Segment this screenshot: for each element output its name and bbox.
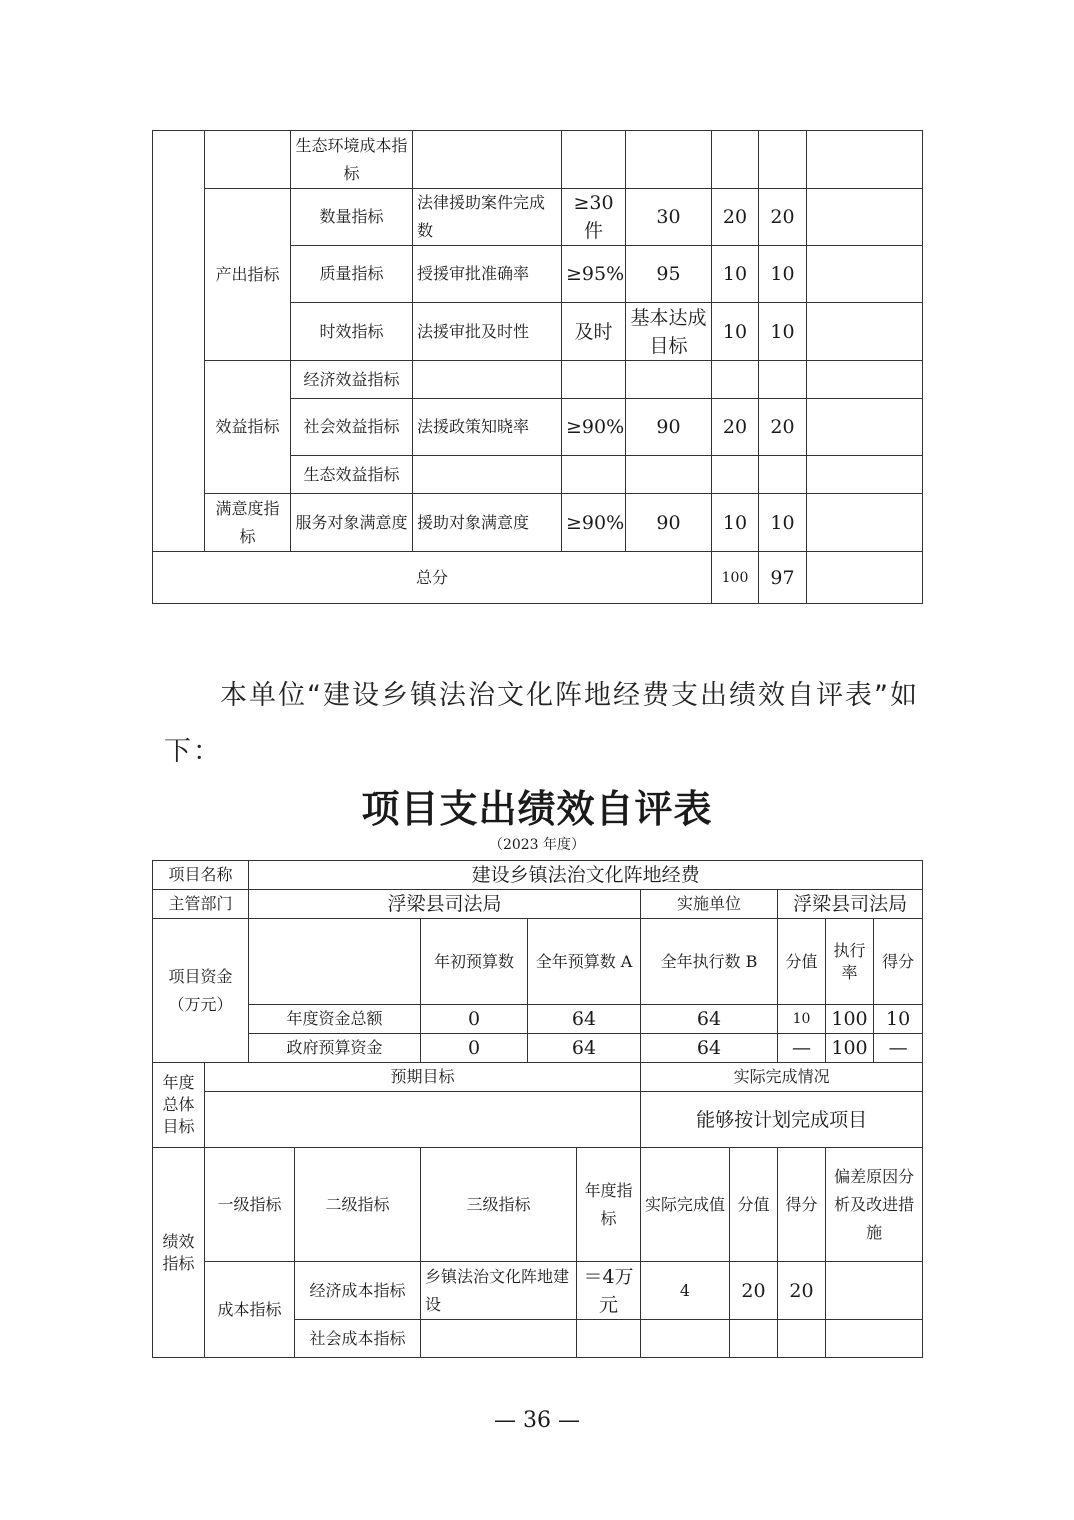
score: 10 [759, 303, 807, 361]
header-value: 分值 [730, 1148, 778, 1262]
indicator-l2: 社会效益指标 [291, 399, 413, 456]
score: 10 [874, 1005, 923, 1034]
performance-indicator-label: 绩效指标 [153, 1148, 205, 1358]
score-value: 20 [712, 189, 759, 246]
impl-value: 浮梁县司法局 [778, 890, 923, 919]
score-value: 10 [712, 494, 759, 552]
row-gov-label: 政府预算资金 [249, 1034, 421, 1063]
dept-label: 主管部门 [153, 890, 249, 919]
indicator-l2: 经济效益指标 [291, 361, 413, 399]
satisfaction-indicator: 满意度指标 [205, 494, 291, 552]
total-label: 总分 [153, 552, 712, 604]
target-value: ≥30件 [562, 189, 626, 246]
year-target: ＝4万元 [577, 1262, 641, 1320]
indicator-l3: 乡镇法治文化阵地建设 [421, 1262, 577, 1320]
value: 20 [730, 1262, 778, 1320]
full-year-budget: 64 [528, 1005, 641, 1034]
indicator-l2: 质量指标 [291, 246, 413, 303]
target-value: 及时 [562, 303, 626, 361]
indicator-l3: 法援审批及时性 [413, 303, 562, 361]
score-value: 20 [712, 399, 759, 456]
indicator-l2: 数量指标 [291, 189, 413, 246]
annual-goal-label: 年度总体目标 [153, 1063, 205, 1148]
indicator-l2: 生态效益指标 [291, 456, 413, 494]
page-number: — 36 — [494, 1408, 580, 1433]
actual-value: 90 [626, 399, 712, 456]
actual-completion-value: 能够按计划完成项目 [641, 1092, 923, 1148]
header-full-year-budget: 全年预算数 A [528, 919, 641, 1005]
header-year-target: 年度指标 [577, 1148, 641, 1262]
actual-value: 90 [626, 494, 712, 552]
initial-budget: 0 [421, 1034, 528, 1063]
target-value: ≥90% [562, 494, 626, 552]
row-total-label: 年度资金总额 [249, 1005, 421, 1034]
output-indicator: 产出指标 [205, 189, 291, 361]
indicator-l3: 授援审批准确率 [413, 246, 562, 303]
exec-rate: 100 [826, 1034, 874, 1063]
header-score: 得分 [874, 919, 923, 1005]
header-level2: 二级指标 [295, 1148, 421, 1262]
score: 20 [759, 399, 807, 456]
actual-value: 基本达成目标 [626, 303, 712, 361]
indicator-table-continued [152, 130, 923, 604]
blank-cell [205, 131, 291, 189]
actual-value: 4 [641, 1262, 730, 1320]
impl-label: 实施单位 [641, 890, 778, 919]
got: 20 [778, 1262, 826, 1320]
initial-budget: 0 [421, 1005, 528, 1034]
form-year: （2023 年度） [488, 837, 586, 853]
total-max: 100 [712, 552, 759, 604]
expected-goal-label: 预期目标 [205, 1063, 641, 1092]
actual-completion-label: 实际完成情况 [641, 1063, 923, 1092]
blank-first-column [153, 131, 205, 552]
funds-label: 项目资金（万元） [153, 919, 249, 1063]
score-value: — [778, 1034, 826, 1063]
total-score: 97 [759, 552, 807, 604]
project-name: 建设乡镇法治文化阵地经费 [249, 861, 923, 890]
expected-goal-value [205, 1092, 641, 1148]
score-value: 10 [778, 1005, 826, 1034]
indicator-l2: 生态环境成本指标 [291, 131, 413, 189]
executed: 64 [641, 1034, 778, 1063]
executed: 64 [641, 1005, 778, 1034]
dept-value: 浮梁县司法局 [249, 890, 641, 919]
header-level3: 三级指标 [421, 1148, 577, 1262]
score: — [874, 1034, 923, 1063]
actual-value: 95 [626, 246, 712, 303]
cost-indicator: 成本指标 [205, 1262, 295, 1358]
intro-paragraph: 本单位“建设乡镇法治文化阵地经费支出绩效自评表”如下： [164, 680, 919, 767]
target-value: ≥90% [562, 399, 626, 456]
self-evaluation-table [152, 860, 923, 1358]
full-year-budget: 64 [528, 1034, 641, 1063]
header-initial-budget: 年初预算数 [421, 919, 528, 1005]
indicator-l2: 经济成本指标 [295, 1262, 421, 1320]
header-level1: 一级指标 [205, 1148, 295, 1262]
benefit-indicator: 效益指标 [205, 361, 291, 494]
score: 10 [759, 494, 807, 552]
score-value: 10 [712, 303, 759, 361]
score: 10 [759, 246, 807, 303]
form-title: 项目支出绩效自评表 [361, 787, 713, 831]
indicator-l2: 社会成本指标 [295, 1320, 421, 1358]
header-exec-rate: 执行率 [826, 919, 874, 1005]
header-deviation: 偏差原因分析及改进措施 [826, 1148, 923, 1262]
indicator-l3: 援助对象满意度 [413, 494, 562, 552]
indicator-l2: 时效指标 [291, 303, 413, 361]
score-value: 10 [712, 246, 759, 303]
header-actual-value: 实际完成值 [641, 1148, 730, 1262]
actual-value: 30 [626, 189, 712, 246]
header-got: 得分 [778, 1148, 826, 1262]
indicator-l3: 法律援助案件完成数 [413, 189, 562, 246]
score: 20 [759, 189, 807, 246]
header-executed: 全年执行数 B [641, 919, 778, 1005]
indicator-l3: 法援政策知晓率 [413, 399, 562, 456]
header-score-value: 分值 [778, 919, 826, 1005]
indicator-l2: 服务对象满意度 [291, 494, 413, 552]
target-value: ≥95% [562, 246, 626, 303]
project-name-label: 项目名称 [153, 861, 249, 890]
exec-rate: 100 [826, 1005, 874, 1034]
